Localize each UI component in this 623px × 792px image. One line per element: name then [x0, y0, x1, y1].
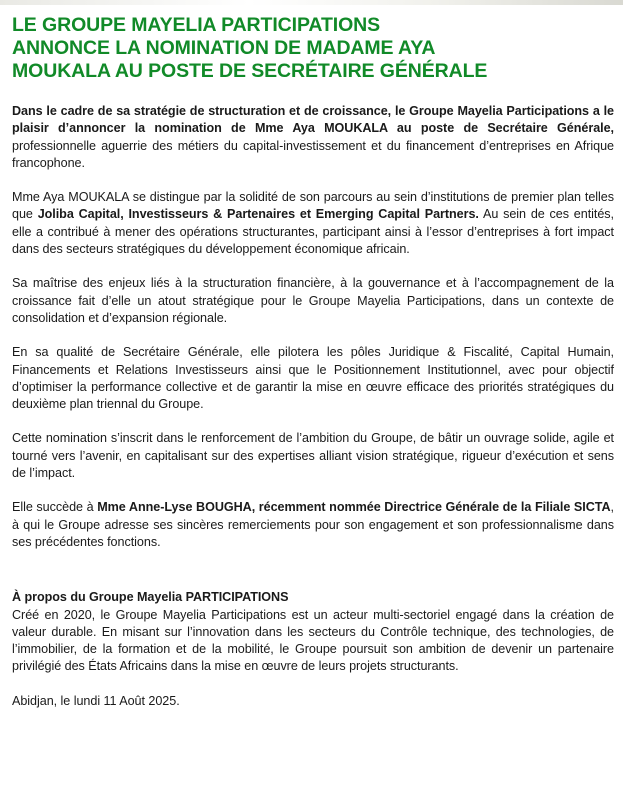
career-after: Au sein de ces entités, elle a contribué à mener des opérations structurantes, participant ainsi à l’essor d’entreprises à fort impact dans des secteurs stratégiques du développement économique africain. — [12, 207, 614, 257]
succession-before: Elle succède à — [12, 500, 98, 515]
career-institutions: Joliba Capital, Investisseurs & Partenaires et Emerging Capital Partners. — [37, 207, 479, 222]
about-section — [12, 589, 614, 675]
intro-paragraph — [12, 103, 614, 172]
role-paragraph: En sa qualité de Secrétaire Générale, elle pilotera les pôles Juridique & Fiscalité, Capital Humain, Financements et Relations Investisseurs ainsi que le Positionnement Institutionnel, avec pour objectif d’optimiser la performance collective et de garantir la mise en œuvre efficace des priorités stratégiques du deuxième plan triennal du Groupe. — [12, 345, 614, 412]
succession-paragraph — [12, 499, 614, 551]
expertise-paragraph: Sa maîtrise des enjeux liés à la structuration financière, à la gouvernance et à l’accompagnement de la croissance fait d’elle un atout stratégique pour le Groupe Mayelia Participations, dans un contexte de consolidation et d’expansion régionale. — [12, 276, 614, 325]
about-heading: À propos du Groupe Mayelia PARTICIPATIONS — [12, 590, 289, 605]
about-text: Créé en 2020, le Groupe Mayelia Participations est un acteur multi-sectoriel engagé dans la création de valeur durable. En misant sur l’innovation dans les secteurs du Contrôle technique, des technologies, de l’immobilier, de la formation et de la mobilité, le Groupe poursuit son ambition de devenir un partenaire privilégié des États Africains dans la mise en œuvre de leurs projets structurants. — [12, 607, 614, 674]
succession-after: , à qui le Groupe adresse ses sincères remerciements pour son engagement et son professionnalisme dans ses précédentes fonctions. — [12, 500, 614, 549]
ambition-paragraph: Cette nomination s’inscrit dans le renforcement de l’ambition du Groupe, de bâtir un ouvrage solide, agile et tourné vers l’avenir, en capitalisant sur des expertises alliant vision stratégique, rigueur d’exécution et sens de l’impact. — [12, 431, 614, 481]
top-photo-strip — [0, 0, 623, 5]
title-line-2: ANNONCE LA NOMINATION DE MADAME AYA — [12, 37, 436, 59]
title-line-1: LE GROUPE MAYELIA PARTICIPATIONS — [12, 14, 381, 36]
intro-rest: professionnelle aguerrie des métiers du capital-investissement et du financement d’entreprises en Afrique francophone. — [12, 138, 614, 170]
dateline: Abidjan, le lundi 11 Août 2025. — [12, 693, 180, 708]
page-title — [12, 14, 614, 83]
article-body — [12, 103, 614, 710]
title-line-3: MOUKALA AU POSTE DE SECRÉTAIRE GÉNÉRALE — [12, 60, 488, 82]
career-paragraph — [12, 189, 614, 258]
intro-bold: Dans le cadre de sa stratégie de structuration et de croissance, le Groupe Mayelia Participations a le plaisir d’annoncer la nomination de Mme Aya MOUKALA au poste de Secrétaire Générale, — [12, 104, 614, 136]
career-before: Mme Aya MOUKALA se distingue par la solidité de son parcours au sein d’institutions de premier plan telles que — [12, 190, 614, 222]
press-release — [12, 14, 614, 727]
succession-predecessor: Mme Anne-Lyse BOUGHA, récemment nommée Directrice Générale de la Filiale SICTA — [97, 500, 611, 515]
